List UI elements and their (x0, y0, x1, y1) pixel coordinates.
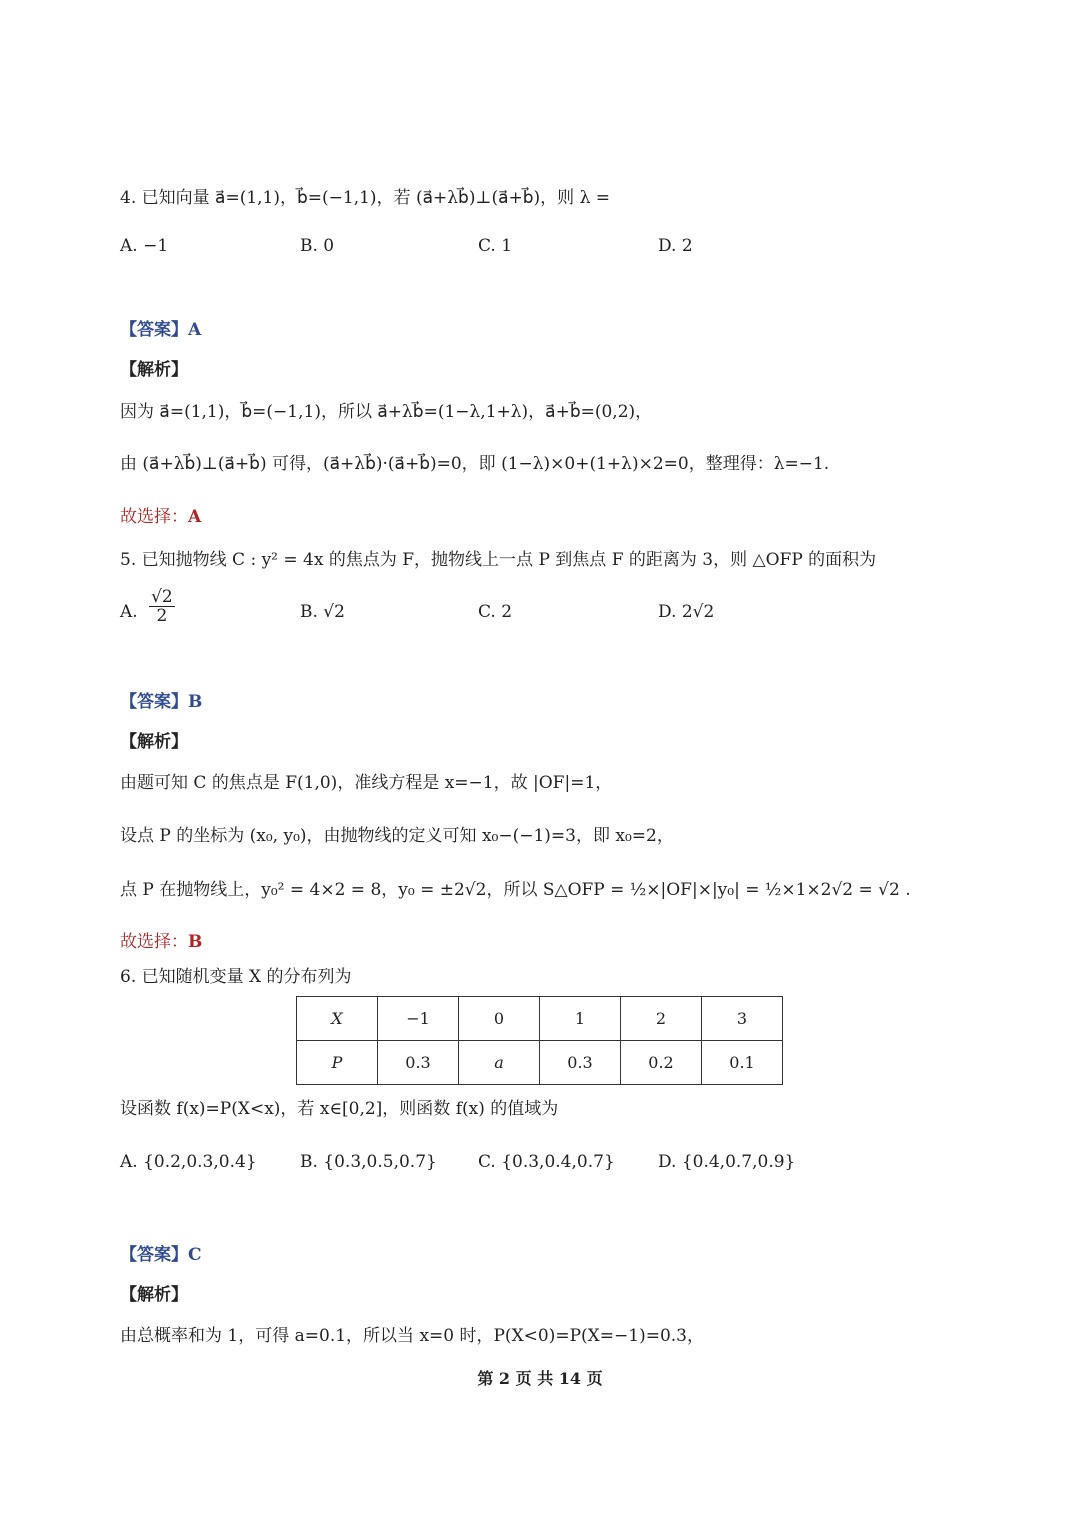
table-cell: P (297, 1041, 378, 1085)
q6-choice-a: A. {0.2,0.3,0.4} (120, 1152, 257, 1172)
q5-choice-a-label: A. (120, 602, 138, 622)
table-cell: −1 (378, 997, 459, 1041)
q4-choice-a: A. −1 (120, 236, 169, 256)
q5-choice-d: D. 2√2 (658, 602, 715, 622)
q4-choice-d: D. 2 (658, 236, 693, 256)
table-row-p (297, 1041, 783, 1085)
q6-choices (120, 1152, 880, 1182)
q4-analysis-line-1: 因为 a⃗=(1,1)，b⃗=(−1,1)，所以 a⃗+λb⃗=(1−λ,1+λ)，a⃗+b⃗=(0,2)， (120, 402, 653, 422)
table-cell: 0 (459, 997, 540, 1041)
table-cell: 3 (702, 997, 783, 1041)
q5-select-value: B (188, 932, 203, 952)
q6-analysis-line-1: 由总概率和为 1，可得 a=0.1，所以当 x=0 时，P(X<0)=P(X=−1)=0.3， (120, 1326, 704, 1346)
q4-select (120, 502, 201, 527)
table-cell: 0.2 (621, 1041, 702, 1085)
table-cell: 2 (621, 997, 702, 1041)
q4-select-label: 故选择： (120, 507, 188, 527)
q4-select-value: A (188, 507, 202, 527)
q5-analysis-line-2: 设点 P 的坐标为 (x₀, y₀)，由抛物线的定义可知 x₀−(−1)=3，即 x₀=2， (120, 826, 674, 846)
q6-answer: 【答案】C (120, 1245, 202, 1265)
q6-choice-d: D. {0.4,0.7,0.9} (658, 1152, 796, 1172)
q4-analysis-line-2: 由 (a⃗+λb⃗)⊥(a⃗+b⃗) 可得，(a⃗+λb⃗)·(a⃗+b⃗)=0，即 (1−λ)×0+(1+λ)×2=0，整理得：λ=−1. (120, 454, 830, 474)
q5-answer: 【答案】B (120, 692, 203, 712)
q5-stem: 5. 已知抛物线 C : y² = 4x 的焦点为 F，抛物线上一点 P 到焦点 F 的距离为 3，则 △OFP 的面积为 (120, 550, 877, 570)
q4-stem: 4. 已知向量 a⃗=(1,1)，b⃗=(−1,1)，若 (a⃗+λb⃗)⊥(a⃗+b⃗)，则 λ = (120, 188, 610, 208)
q4-choice-c: C. 1 (478, 236, 513, 256)
table-row-x (297, 997, 783, 1041)
q5-analysis-line-1: 由题可知 C 的焦点是 F(1,0)，准线方程是 x=−1，故 |OF|=1， (120, 773, 613, 793)
page-footer: 第 2 页 共 14 页 (477, 1369, 603, 1388)
q6-stem-2: 设函数 f(x)=P(X<x)，若 x∈[0,2]，则函数 f(x) 的值域为 (120, 1099, 559, 1119)
q4-choices (120, 236, 880, 266)
q5-choice-b: B. √2 (300, 602, 345, 622)
q5-choice-a (120, 587, 175, 626)
q4-choice-b: B. 0 (300, 236, 335, 256)
table-cell: 1 (540, 997, 621, 1041)
table-cell: 0.3 (540, 1041, 621, 1085)
q5-choice-a-denominator: 2 (156, 606, 168, 626)
table-cell: 0.1 (702, 1041, 783, 1085)
q4-answer: 【答案】A (120, 320, 202, 340)
table-cell: X (297, 997, 378, 1041)
q5-select-label: 故选择： (120, 932, 188, 952)
q5-select (120, 927, 202, 952)
q6-choice-b: B. {0.3,0.5,0.7} (300, 1152, 437, 1172)
q6-analysis-title: 【解析】 (120, 1285, 188, 1305)
q6-choice-c: C. {0.3,0.4,0.7} (478, 1152, 615, 1172)
q4-analysis-title: 【解析】 (120, 360, 188, 380)
q6-stem: 6. 已知随机变量 X 的分布列为 (120, 967, 352, 987)
q5-choice-a-numerator: √2 (151, 587, 173, 607)
q5-analysis-line-3: 点 P 在抛物线上，y₀² = 4×2 = 8，y₀ = ±2√2，所以 S△OFP = ½×|OF|×|y₀| = ½×1×2√2 = √2 . (120, 880, 911, 900)
q5-choices (120, 587, 880, 636)
table-cell: 0.3 (378, 1041, 459, 1085)
distribution-table (296, 996, 783, 1085)
table-cell: a (459, 1041, 540, 1085)
q5-analysis-title: 【解析】 (120, 732, 188, 752)
q5-choice-a-fraction (149, 588, 175, 625)
q5-choice-c: C. 2 (478, 602, 513, 622)
